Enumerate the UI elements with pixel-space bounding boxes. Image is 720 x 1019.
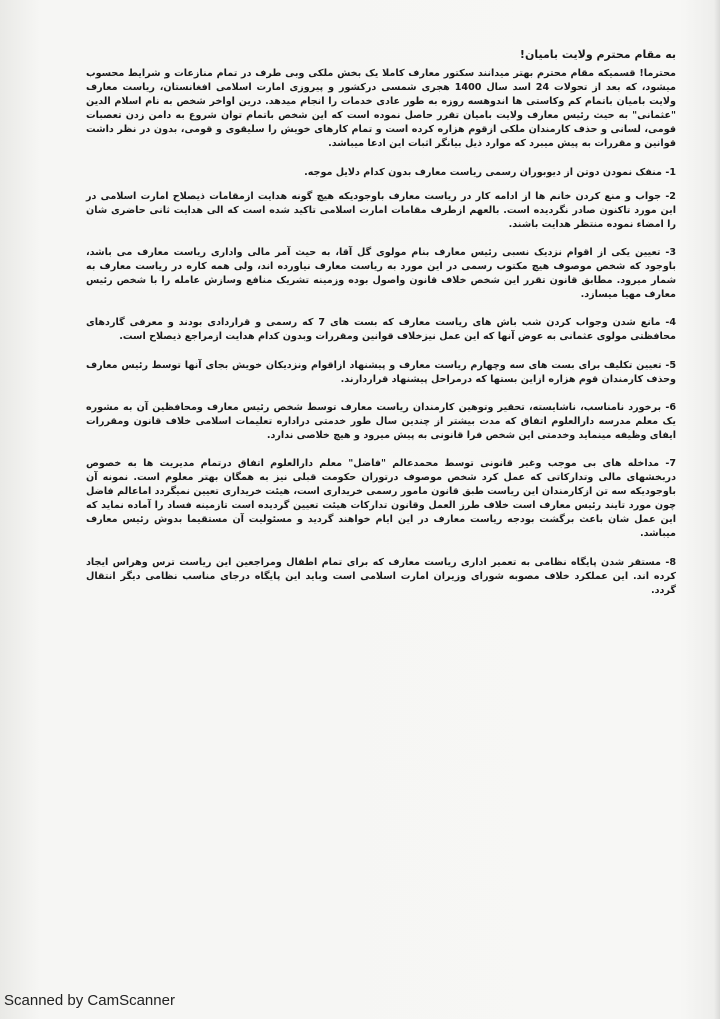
- item-number: 7-: [665, 457, 677, 469]
- item-2: [86, 190, 676, 232]
- item-text: منفک نمودن دوتن از دیوبوران رسمی ریاست معارف بدون کدام دلایل موجه.: [304, 166, 662, 178]
- item-4: [86, 316, 676, 344]
- item-number: 4-: [665, 317, 676, 329]
- letter-intro: محترما! قسمیکه مقام محترم بهتر میدانند سکتور معارف کاملا یک بخش ملکی وبی طرف در تمام منازعات و شرایط محسوب میشود، که بعد از تحولات 24 اسد سال 1400 هجری شمسی درکشور و پیروزی امارت اسلامی افغانستان، ریاست معارف ولایت بامیان باتمام کم وکاستی ها اندوهسه روزه به طور عادی خدمات را انجام میدهد. درین اواخر شخص به نام اسلام الدین "عثمانی" به حیث رئیس معارف ولایت بامیان تقرر حاصل نموده است که این شخص باتمام توان شروع به دامن زدن تعصبات قومی، لسانی و حذف کارمندان ملکی ازقوم هزاره کرده است و تمام کارهای خویش را سلیقوی و قومی، بدون در نظر داشت قوانین و مقررات به پیش میبرد که موارد ذیل بیانگر اثبات این ادعا میباشد.: [86, 68, 676, 150]
- item-number: 8-: [665, 556, 677, 568]
- item-number: 1-: [665, 166, 676, 178]
- item-text: مانع شدن وجواب کردن شب باش های ریاست معارف که بست های 7 که رسمی و قراردادی بودند و معرفی گاردهای محافظتی مولوی عثمانی به عوض آنها که این عمل نیزخلاف قوانین ومقررات وبدون کدام هدایت ازمراجع ذیصلاح است.: [86, 317, 676, 343]
- item-number: 2-: [665, 190, 676, 202]
- item-text: تعیین یکی از اقوام نزدیک نسبی رئیس معارف بنام مولوی گل آقا، به حیث آمر مالی واداری ریاست معارف می باشد، باوجود که شخص موصوف هیچ مکتوب رسمی در این مورد به ریاست معارف نیاورده اند، ولی همه کاره در ریاست معارف به شمار میرود. مطابق قانون تقرر این شخص خلاف قانون واصول بوده وزمینه تشریک منافع وسازش عامله را با شخص رئیس معارف مهیا میسازد.: [86, 246, 676, 301]
- item-8: [86, 556, 676, 598]
- item-text: تعیین تکلیف برای بست های سه وچهارم ریاست معارف و پیشنهاد ازاقوام ونزدیکان خویش بجای آنها توسط رئیس معارف وحذف کارمندان قوم هزاره ازاین بستها که درمراحل پیشنهاد قراردارند.: [86, 359, 676, 385]
- item-text: مداخله های بی موجب وغیر قانونی توسط محمدعالم "فاضل" معلم دارالعلوم اتفاق درتمام مدیریت ها به خصوص دربخشهای مالی وتدارکاتی که عمل کرد شخص موصوف درتوران حکومت قبلی نیز به همگان بهتر معلوم است. نمونه آن باوجودیکه سه تن ازکارمندان این ریاست طبق قانون مامور رسمی خریداری است، هیئت خریداری تعیین نمیگردد اماعالم فاضل چون مورد تایند رئیس معارف است خلاف طرز العمل وقانون تدارکات هیئت تعیین گردیده است تازمینه فساد را آماده نماید که این عمل شان باعث برگشت بودجه ریاست معارف در این ایام خواهند گردید و مسئولیت آن مستقیما بدوش رئیس معارف میباشد.: [86, 457, 676, 540]
- item-5: [86, 359, 676, 387]
- page-edge-shadow: [714, 0, 720, 1019]
- item-text: برخورد نامناسب، ناشایسته، تحقیر وتوهین کارمندان ریاست معارف توسط شخص رئیس معارف ومحافظین آن به مشوره یک معلم مدرسه دارالعلوم اتفاق که مدت بیشتر از چندین سال طور خدمتی دراداره تعلیمات اسلامی خلاف قانون ومقررات ایفای وظیفه مینماید وخدمتی این شخص فرا قانونی به پیش میرود و هیچ خلاصی ندارد.: [86, 401, 676, 441]
- scanner-watermark: Scanned by CamScanner: [4, 992, 175, 1009]
- item-3: [86, 246, 676, 302]
- item-number: 6-: [665, 401, 676, 413]
- letter-body: [86, 48, 676, 598]
- item-number: 3-: [665, 246, 676, 258]
- item-text: مستقر شدن پایگاه نظامی به تعمیر اداری ریاست معارف که برای تمام اطفال ومراجعین این ریاست ترس وهراس ایجاد کرده اند. این عملکرد خلاف مصوبه شورای وزیران امارت اسلامی است وباید این پایگاه درجای مناسب نظامی دیگر انتقال گردد.: [86, 556, 676, 596]
- letter-title: به مقام محترم ولایت بامیان!: [519, 48, 676, 61]
- item-1: [86, 166, 676, 180]
- item-text: جواب و منع کردن خانم ها از ادامه کار در ریاست معارف باوجودیکه هیچ گونه هدایت ازمقامات ذیصلاح امارت اسلامی در این مورد تاکنون صادر نگردیده است. بالعهم ازطرف مقامات امارت اسلامی تاکید شده است که الی هدایت ثانی حاضری شان را امضاء نموده منتظر هدایت باشند.: [86, 190, 676, 230]
- item-number: 5-: [665, 359, 677, 371]
- item-6: [86, 401, 676, 443]
- item-7: [86, 457, 676, 542]
